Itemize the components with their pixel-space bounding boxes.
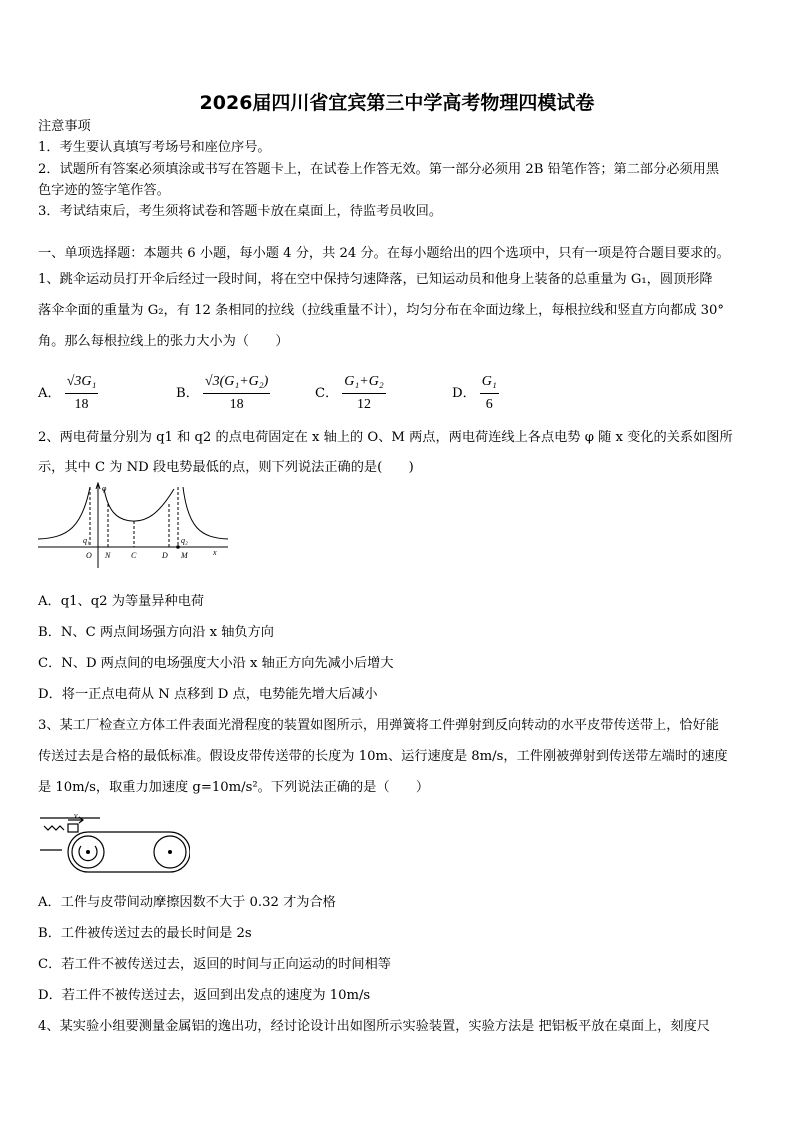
- numerator: G₁+G₂: [342, 372, 385, 394]
- numerator: √3G₁: [65, 372, 99, 394]
- label-x: x: [213, 548, 217, 557]
- notice-heading: 注意事项: [38, 119, 91, 134]
- conveyor-figure: [40, 812, 190, 876]
- question-4-line: 4、某实验小组要测量金属铝的逸出功，经讨论设计出如图所示实验装置，实验方法是 把铝板平放在桌面上，刻度尺: [38, 1019, 710, 1034]
- question-1-line: 角。那么每根拉线上的张力大小为（ ）: [38, 334, 289, 349]
- numerator: √3(G₁+G₂): [203, 372, 270, 394]
- fraction: [203, 372, 270, 415]
- label-v: v: [74, 812, 78, 820]
- potential-figure: [38, 482, 234, 570]
- denominator: 18: [229, 397, 244, 412]
- potential-curve-right: [183, 487, 228, 539]
- question-2-line: 示，其中 C 为 ND 段电势最低的点，则下列说法正确的是( ): [38, 460, 414, 475]
- pulley-axle: [168, 850, 172, 854]
- belt-right-curve: [170, 832, 190, 872]
- option-1a: [38, 372, 98, 415]
- question-3-line: 传送过去是合格的最低标准。假设皮带传送带的长度为 10m、运行速度是 8m/s，工件刚被弹射到传送带左端时的速度: [38, 749, 728, 764]
- label-phi: φ: [102, 484, 107, 493]
- option-2a: A．q1、q2 为等量异种电荷: [38, 594, 205, 609]
- option-label: C．: [315, 385, 339, 401]
- notice-item: 色字迹的签字笔作答。: [38, 183, 170, 198]
- fraction: [480, 372, 499, 415]
- charge-dot: [176, 545, 180, 549]
- option-label: B．: [176, 385, 199, 401]
- label-n: N: [105, 551, 111, 560]
- label-q2: q₂: [181, 536, 188, 545]
- potential-curve-middle: [104, 489, 174, 521]
- pulley-axle: [86, 850, 90, 854]
- spring: [44, 826, 64, 830]
- question-1-line: 1、跳伞运动员打开伞后经过一段时间，将在空中保持匀速降落，已知运动员和他身上装备的总重量为 G₁，圆顶形降: [38, 272, 713, 287]
- label-o: O: [86, 551, 92, 560]
- option-2b: B．N、C 两点间场强方向沿 x 轴负方向: [38, 625, 274, 640]
- belt-left-curve: [68, 832, 88, 872]
- page-title: 2026届四川省宜宾第三中学高考物理四模试卷: [199, 92, 595, 114]
- denominator: 12: [356, 397, 371, 412]
- numerator: G₁: [480, 372, 499, 394]
- potential-curve-left: [38, 487, 90, 539]
- label-m: M: [181, 551, 188, 560]
- option-label: A．: [38, 385, 61, 401]
- label-c: C: [131, 551, 137, 560]
- fraction: [342, 372, 385, 415]
- label-q1: q₁: [83, 536, 90, 545]
- option-1c: [315, 372, 386, 415]
- option-2d: D．将一正点电荷从 N 点移到 D 点，电势能先增大后减小: [38, 687, 378, 702]
- option-1d: [452, 372, 499, 415]
- workpiece: [68, 824, 78, 832]
- option-3d: D．若工件不被传送过去，返回到出发点的速度为 10m/s: [38, 988, 371, 1003]
- option-3a: A．工件与皮带间动摩擦因数不大于 0.32 才为合格: [38, 895, 336, 910]
- notice-item: 1．考生要认真填写考场号和座位序号。: [38, 140, 271, 155]
- notice-item: 2．试题所有答案必须填涂或书写在答题卡上，在试卷上作答无效。第一部分必须用 2B 铅笔作答；第二部分必须用黑: [38, 162, 720, 177]
- notice-item: 3．考试结束后，考生须将试卷和答题卡放在桌面上，待监考员收回。: [38, 204, 443, 219]
- label-d: D: [162, 551, 168, 560]
- question-3-line: 是 10m/s，取重力加速度 g=10m/s²。下列说法正确的是（ ）: [38, 780, 430, 795]
- fraction: [65, 372, 99, 415]
- option-3c: C．若工件不被传送过去，返回的时间与正向运动的时间相等: [38, 957, 391, 972]
- option-3b: B．工件被传送过去的最长时间是 2s: [38, 926, 252, 941]
- option-2c: C．N、D 两点间的电场强度大小沿 x 轴正方向先减小后增大: [38, 656, 394, 671]
- option-label: D．: [452, 385, 476, 401]
- denominator: 6: [485, 397, 493, 412]
- question-3-line: 3、某工厂检查立方体工件表面光滑程度的装置如图所示，用弹簧将工件弹射到反向转动的水平皮带传送带上，恰好能: [38, 718, 719, 733]
- question-1-line: 落伞伞面的重量为 G₂，有 12 条相同的拉线（拉线重量不计），均匀分布在伞面边缘上，每根拉线和竖直方向都成 30°: [38, 303, 724, 318]
- denominator: 18: [74, 397, 89, 412]
- option-1b: [176, 372, 270, 415]
- question-2-line: 2、两电荷量分别为 q1 和 q2 的点电荷固定在 x 轴上的 O、M 两点，两电荷连线上各点电势 φ 随 x 变化的关系如图所: [38, 430, 733, 445]
- section-heading: 一、单项选择题：本题共 6 小题，每小题 4 分，共 24 分。在每小题给出的四个选项中，只有一项是符合题目要求的。: [38, 246, 730, 261]
